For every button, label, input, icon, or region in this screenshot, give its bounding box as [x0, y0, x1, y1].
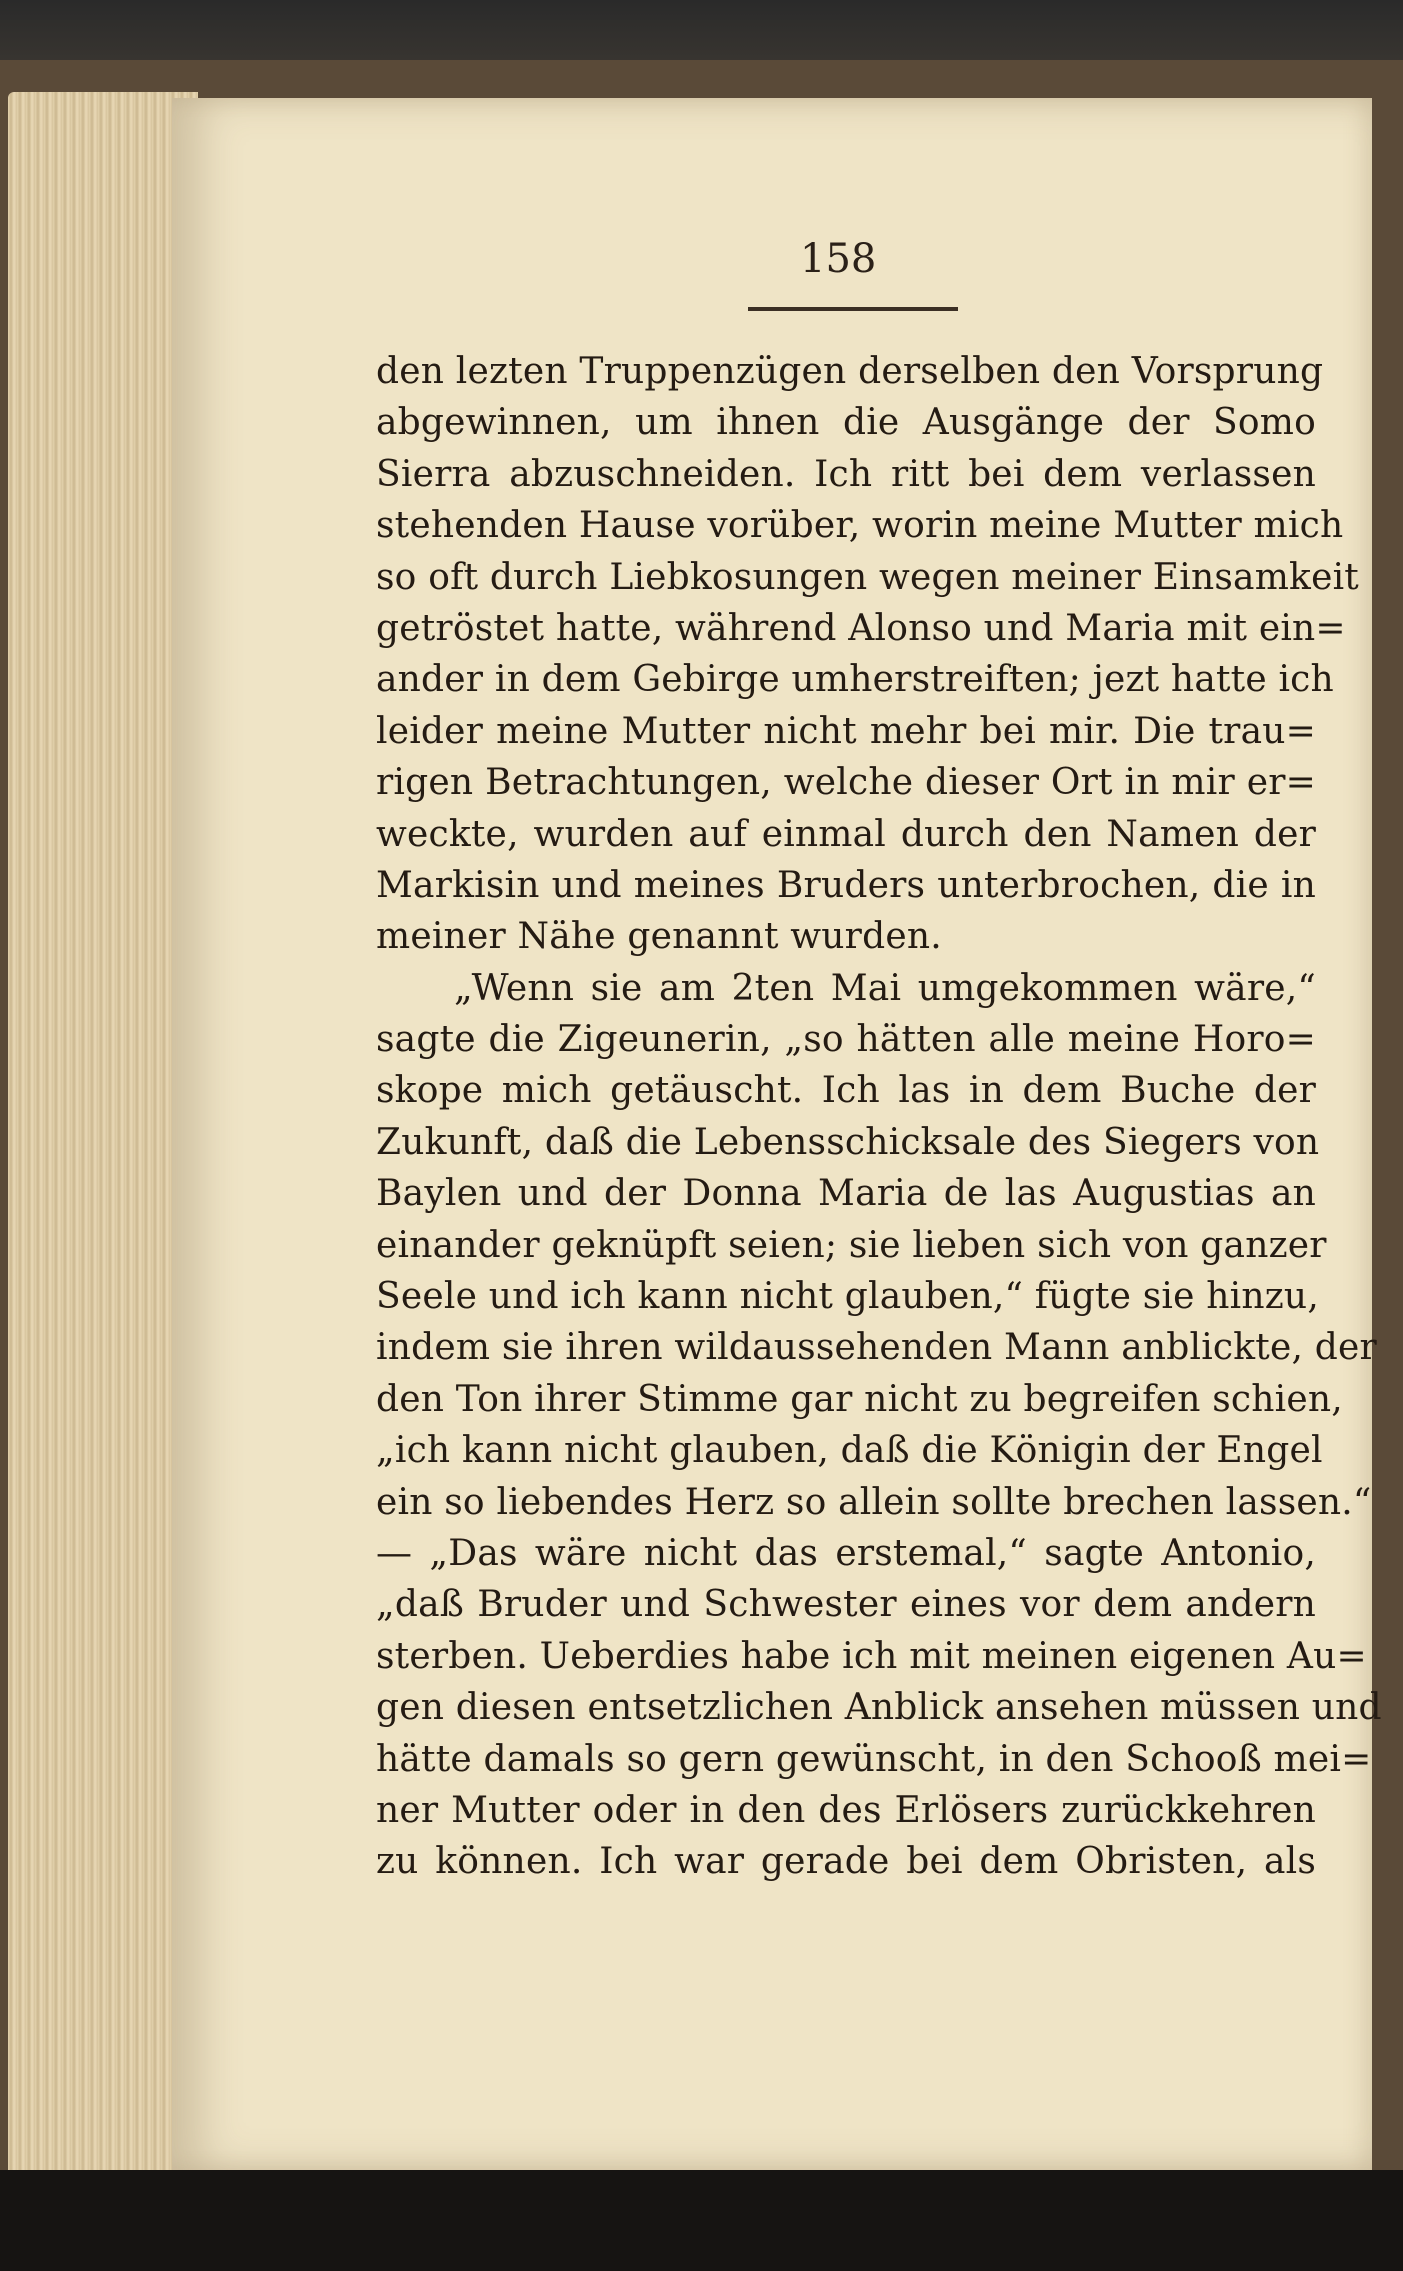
text-line: Seele und ich kann nicht glauben,“ fügte sie hinzu,	[376, 1276, 1319, 1318]
text-line: „ich kann nicht glauben, daß die Königin der Engel	[376, 1430, 1323, 1472]
text-line: den Ton ihrer Stimme gar nicht zu begreifen schien,	[376, 1378, 1343, 1420]
text-line: — „Das wäre nicht das erstemal,“ sagte Antonio,	[376, 1532, 1316, 1574]
text-line: so oft durch Liebkosungen wegen meiner Einsamkeit	[376, 556, 1359, 598]
body-text	[376, 346, 1382, 1888]
text-line: rigen Betrachtungen, welche dieser Ort in mir er=	[376, 762, 1316, 804]
text-line: sterben. Ueberdies habe ich mit meinen eigenen Au=	[376, 1635, 1367, 1677]
text-line: leider meine Mutter nicht mehr bei mir. Die trau=	[376, 710, 1316, 752]
text-line: sagte die Zigeunerin, „so hätten alle meine Horo=	[376, 1019, 1316, 1061]
text-line: den lezten Truppenzügen derselben den Vorsprung	[376, 351, 1324, 392]
text-line: abgewinnen, um ihnen die Ausgänge der Somo	[376, 402, 1316, 444]
text-line: getröstet hatte, während Alonso und Maria mit ein=	[376, 607, 1346, 649]
text-line: hätte damals so gern gewünscht, in den Schooß mei=	[376, 1738, 1372, 1780]
text-line: Zukunft, daß die Lebensschicksale des Siegers von	[376, 1121, 1320, 1163]
text-line: Sierra abzuschneiden. Ich ritt bei dem verlassen	[376, 453, 1316, 495]
text-line: zu können. Ich war gerade bei dem Obristen, als	[376, 1841, 1316, 1883]
text-line: gen diesen entsetzlichen Anblick ansehen müssen und	[376, 1687, 1382, 1729]
text-line: ein so liebendes Herz so allein sollte brechen lassen.“	[376, 1481, 1372, 1523]
text-line: stehenden Hause vorüber, worin meine Mutter mich	[376, 505, 1344, 547]
text-line: „daß Bruder und Schwester eines vor dem andern	[376, 1584, 1316, 1626]
text-line: weckte, wurden auf einmal durch den Namen der	[376, 813, 1316, 855]
text-line: ander in dem Gebirge umherstreiften; jezt hatte ich	[376, 659, 1334, 701]
page-number: 158	[800, 236, 877, 282]
text-line: Baylen und der Donna Maria de las Augustias an	[376, 1173, 1316, 1215]
text-line: meiner Nähe genannt wurden.	[376, 916, 942, 958]
text-line: „Wenn sie am 2ten Mai umgekommen wäre,“	[454, 967, 1316, 1009]
text-line: skope mich getäuscht. Ich las in dem Buche der	[376, 1070, 1316, 1112]
text-line: einander geknüpft seien; sie lieben sich von ganzer	[376, 1224, 1327, 1266]
page-edges	[8, 92, 198, 2177]
text-line: Markisin und meines Bruders unterbrochen, die in	[376, 864, 1316, 906]
header-rule	[748, 307, 958, 311]
text-line: ner Mutter oder in den des Erlösers zurückkehren	[376, 1789, 1316, 1831]
text-line: indem sie ihren wildaussehenden Mann anblickte, der	[376, 1327, 1377, 1369]
scan-bottom-border	[0, 2170, 1403, 2271]
